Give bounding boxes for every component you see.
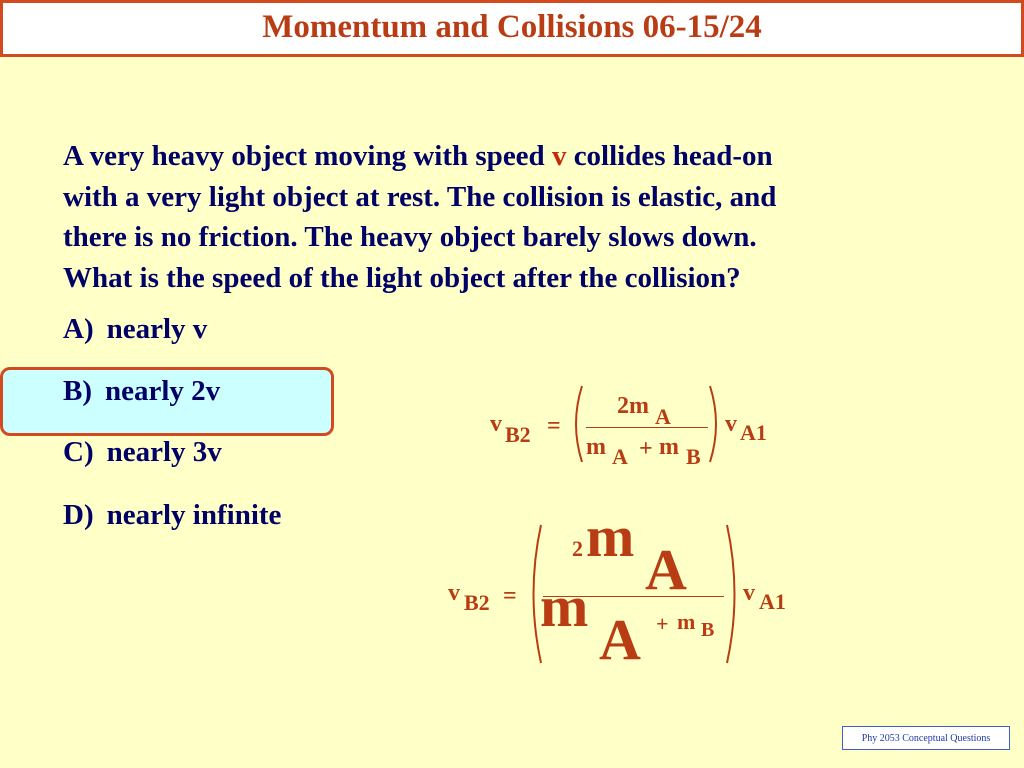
- eq2-den-m2: m: [677, 609, 696, 634]
- option-letter: C): [63, 436, 94, 468]
- eq1-den-sub1: A: [612, 444, 628, 469]
- eq1-lhs-sub: B2: [505, 422, 531, 447]
- eq2-lhs-sub: B2: [464, 590, 490, 615]
- eq1-plus: +: [639, 436, 653, 462]
- question-line-4: What is the speed of the light object after the collision?: [63, 261, 741, 294]
- eq2-den-m1: m: [540, 574, 589, 639]
- eq2-lhs-v: v: [448, 580, 460, 606]
- eq1-right-paren: [706, 383, 726, 465]
- question-text: [63, 136, 963, 298]
- eq1-lhs-v: v: [490, 411, 502, 437]
- eq2-plus: +: [656, 611, 669, 636]
- title-box: [0, 0, 1024, 57]
- eq1-den-m2: m: [659, 434, 679, 460]
- eq1-den-sub2: B: [686, 444, 701, 469]
- option-letter: D): [63, 499, 94, 531]
- option-label: nearly v: [106, 313, 208, 345]
- option-label: nearly 3v: [106, 436, 222, 468]
- option-d[interactable]: [63, 499, 281, 532]
- eq2-rhs-v: v: [743, 580, 755, 606]
- question-line-1: A very heavy object moving with speed v collides head-on: [63, 140, 773, 172]
- option-c[interactable]: [63, 436, 222, 469]
- question-line-2: with a very light object at rest. The collision is elastic, and: [63, 180, 777, 213]
- slide-title: Momentum and Collisions 06-15/24: [262, 9, 762, 45]
- option-letter: B): [63, 375, 92, 407]
- question-line-3: there is no friction. The heavy object barely slows down.: [63, 221, 757, 253]
- eq2-equals: =: [503, 583, 517, 609]
- eq2-den-sub1: A: [599, 607, 641, 672]
- option-label: nearly 2v: [105, 375, 221, 407]
- eq1-left-paren: [566, 383, 586, 465]
- option-b[interactable]: [63, 375, 220, 408]
- eq2-num-m: m: [586, 504, 635, 569]
- speed-variable: v: [551, 140, 567, 172]
- eq2-num-sub: A: [645, 537, 687, 602]
- eq1-rhs-v: v: [725, 411, 737, 437]
- footer-label: Phy 2053 Conceptual Questions: [842, 726, 1010, 750]
- eq1-rhs-sub: A1: [740, 420, 767, 445]
- eq1-equals: =: [547, 413, 561, 439]
- eq1-den-m1: m: [586, 434, 606, 460]
- option-label: nearly infinite: [106, 499, 282, 531]
- eq1-num-coef: 2m: [617, 393, 649, 419]
- eq2-rhs-sub: A1: [759, 589, 786, 614]
- option-a[interactable]: [63, 313, 207, 346]
- eq2-num-coef: 2: [572, 536, 583, 561]
- eq2-den-sub2: B: [701, 619, 715, 641]
- option-letter: A): [63, 313, 94, 345]
- eq1-num-sub: A: [655, 404, 671, 429]
- eq1-fraction-bar: [586, 427, 708, 428]
